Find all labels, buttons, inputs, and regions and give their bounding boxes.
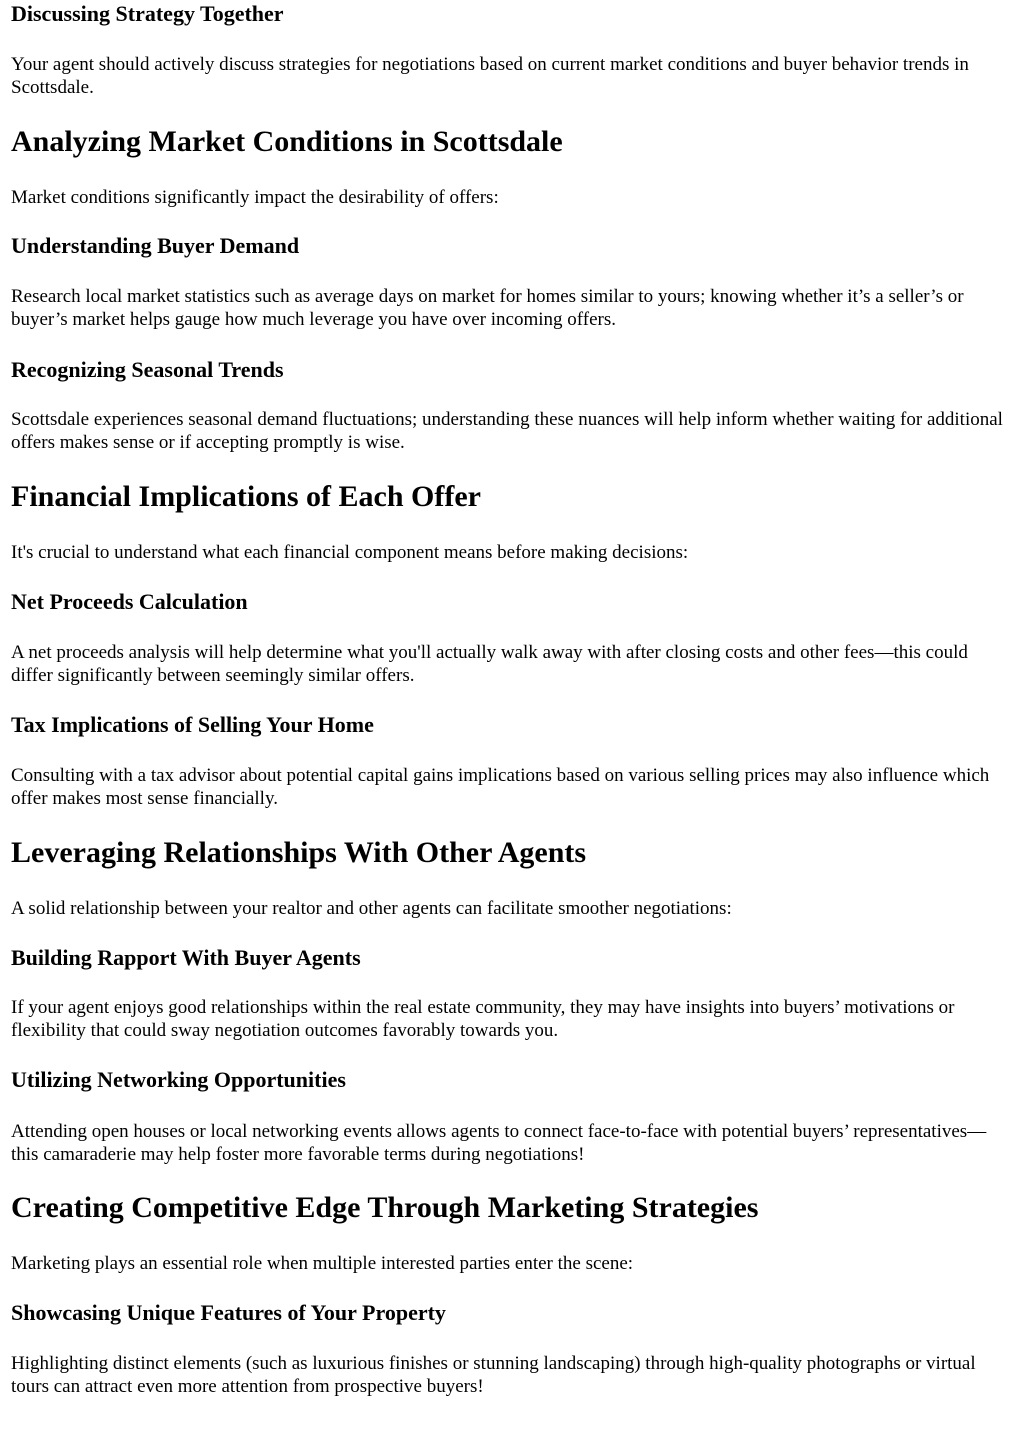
- paragraph: It's crucial to understand what each financial component means before making decisions:: [11, 542, 689, 563]
- paragraph: A net proceeds analysis will help determine what you'll actually walk away with after closing costs and other fees—this could differ significantly between seemingly similar offers.: [11, 642, 968, 686]
- section-heading: Utilizing Networking Opportunities: [11, 1067, 346, 1092]
- paragraph: Marketing plays an essential role when multiple interested parties enter the scene:: [11, 1253, 634, 1274]
- paragraph: Your agent should actively discuss strategies for negotiations based on current market conditions and buyer behavior trends in Scottsdale.: [11, 54, 969, 98]
- section-heading: Recognizing Seasonal Trends: [11, 357, 284, 382]
- paragraph: Consulting with a tax advisor about potential capital gains implications based on various selling prices may also influence which offer makes most sense financially.: [11, 765, 990, 809]
- section-title: Leveraging Relationships With Other Agents: [11, 836, 587, 869]
- section-title: Financial Implications of Each Offer: [11, 480, 481, 513]
- paragraph: Market conditions significantly impact the desirability of offers:: [11, 187, 499, 208]
- section-heading: Discussing Strategy Together: [11, 1, 284, 26]
- paragraph: A solid relationship between your realtor and other agents can facilitate smoother negotiations:: [11, 898, 732, 919]
- section-heading: Net Proceeds Calculation: [11, 589, 248, 614]
- section-title: Creating Competitive Edge Through Marketing Strategies: [11, 1191, 759, 1224]
- paragraph: Research local market statistics such as average days on market for homes similar to yours; knowing whether it’s a seller’s or buyer’s market helps gauge how much leverage you have over incoming offers.: [11, 286, 964, 330]
- section-heading: Understanding Buyer Demand: [11, 233, 300, 258]
- paragraph: Attending open houses or local networking events allows agents to connect face-to-face with potential buyers’ representatives—this camaraderie may help foster more favorable terms during negotiations!: [11, 1121, 987, 1165]
- section-heading: Showcasing Unique Features of Your Property: [11, 1300, 446, 1325]
- paragraph: Scottsdale experiences seasonal demand fluctuations; understanding these nuances will help inform whether waiting for additional offers makes sense or if accepting promptly is wise.: [11, 409, 1003, 453]
- paragraph: If your agent enjoys good relationships within the real estate community, they may have insights into buyers’ motivations or flexibility that could sway negotiation outcomes favorably towards you.: [11, 997, 955, 1041]
- section-heading: Building Rapport With Buyer Agents: [11, 945, 361, 970]
- section-heading: Tax Implications of Selling Your Home: [11, 712, 374, 737]
- paragraph: Highlighting distinct elements (such as luxurious finishes or stunning landscaping) through high-quality photographs or virtual tours can attract even more attention from prospective buyers!: [11, 1353, 976, 1397]
- section-title: Analyzing Market Conditions in Scottsdale: [11, 125, 563, 158]
